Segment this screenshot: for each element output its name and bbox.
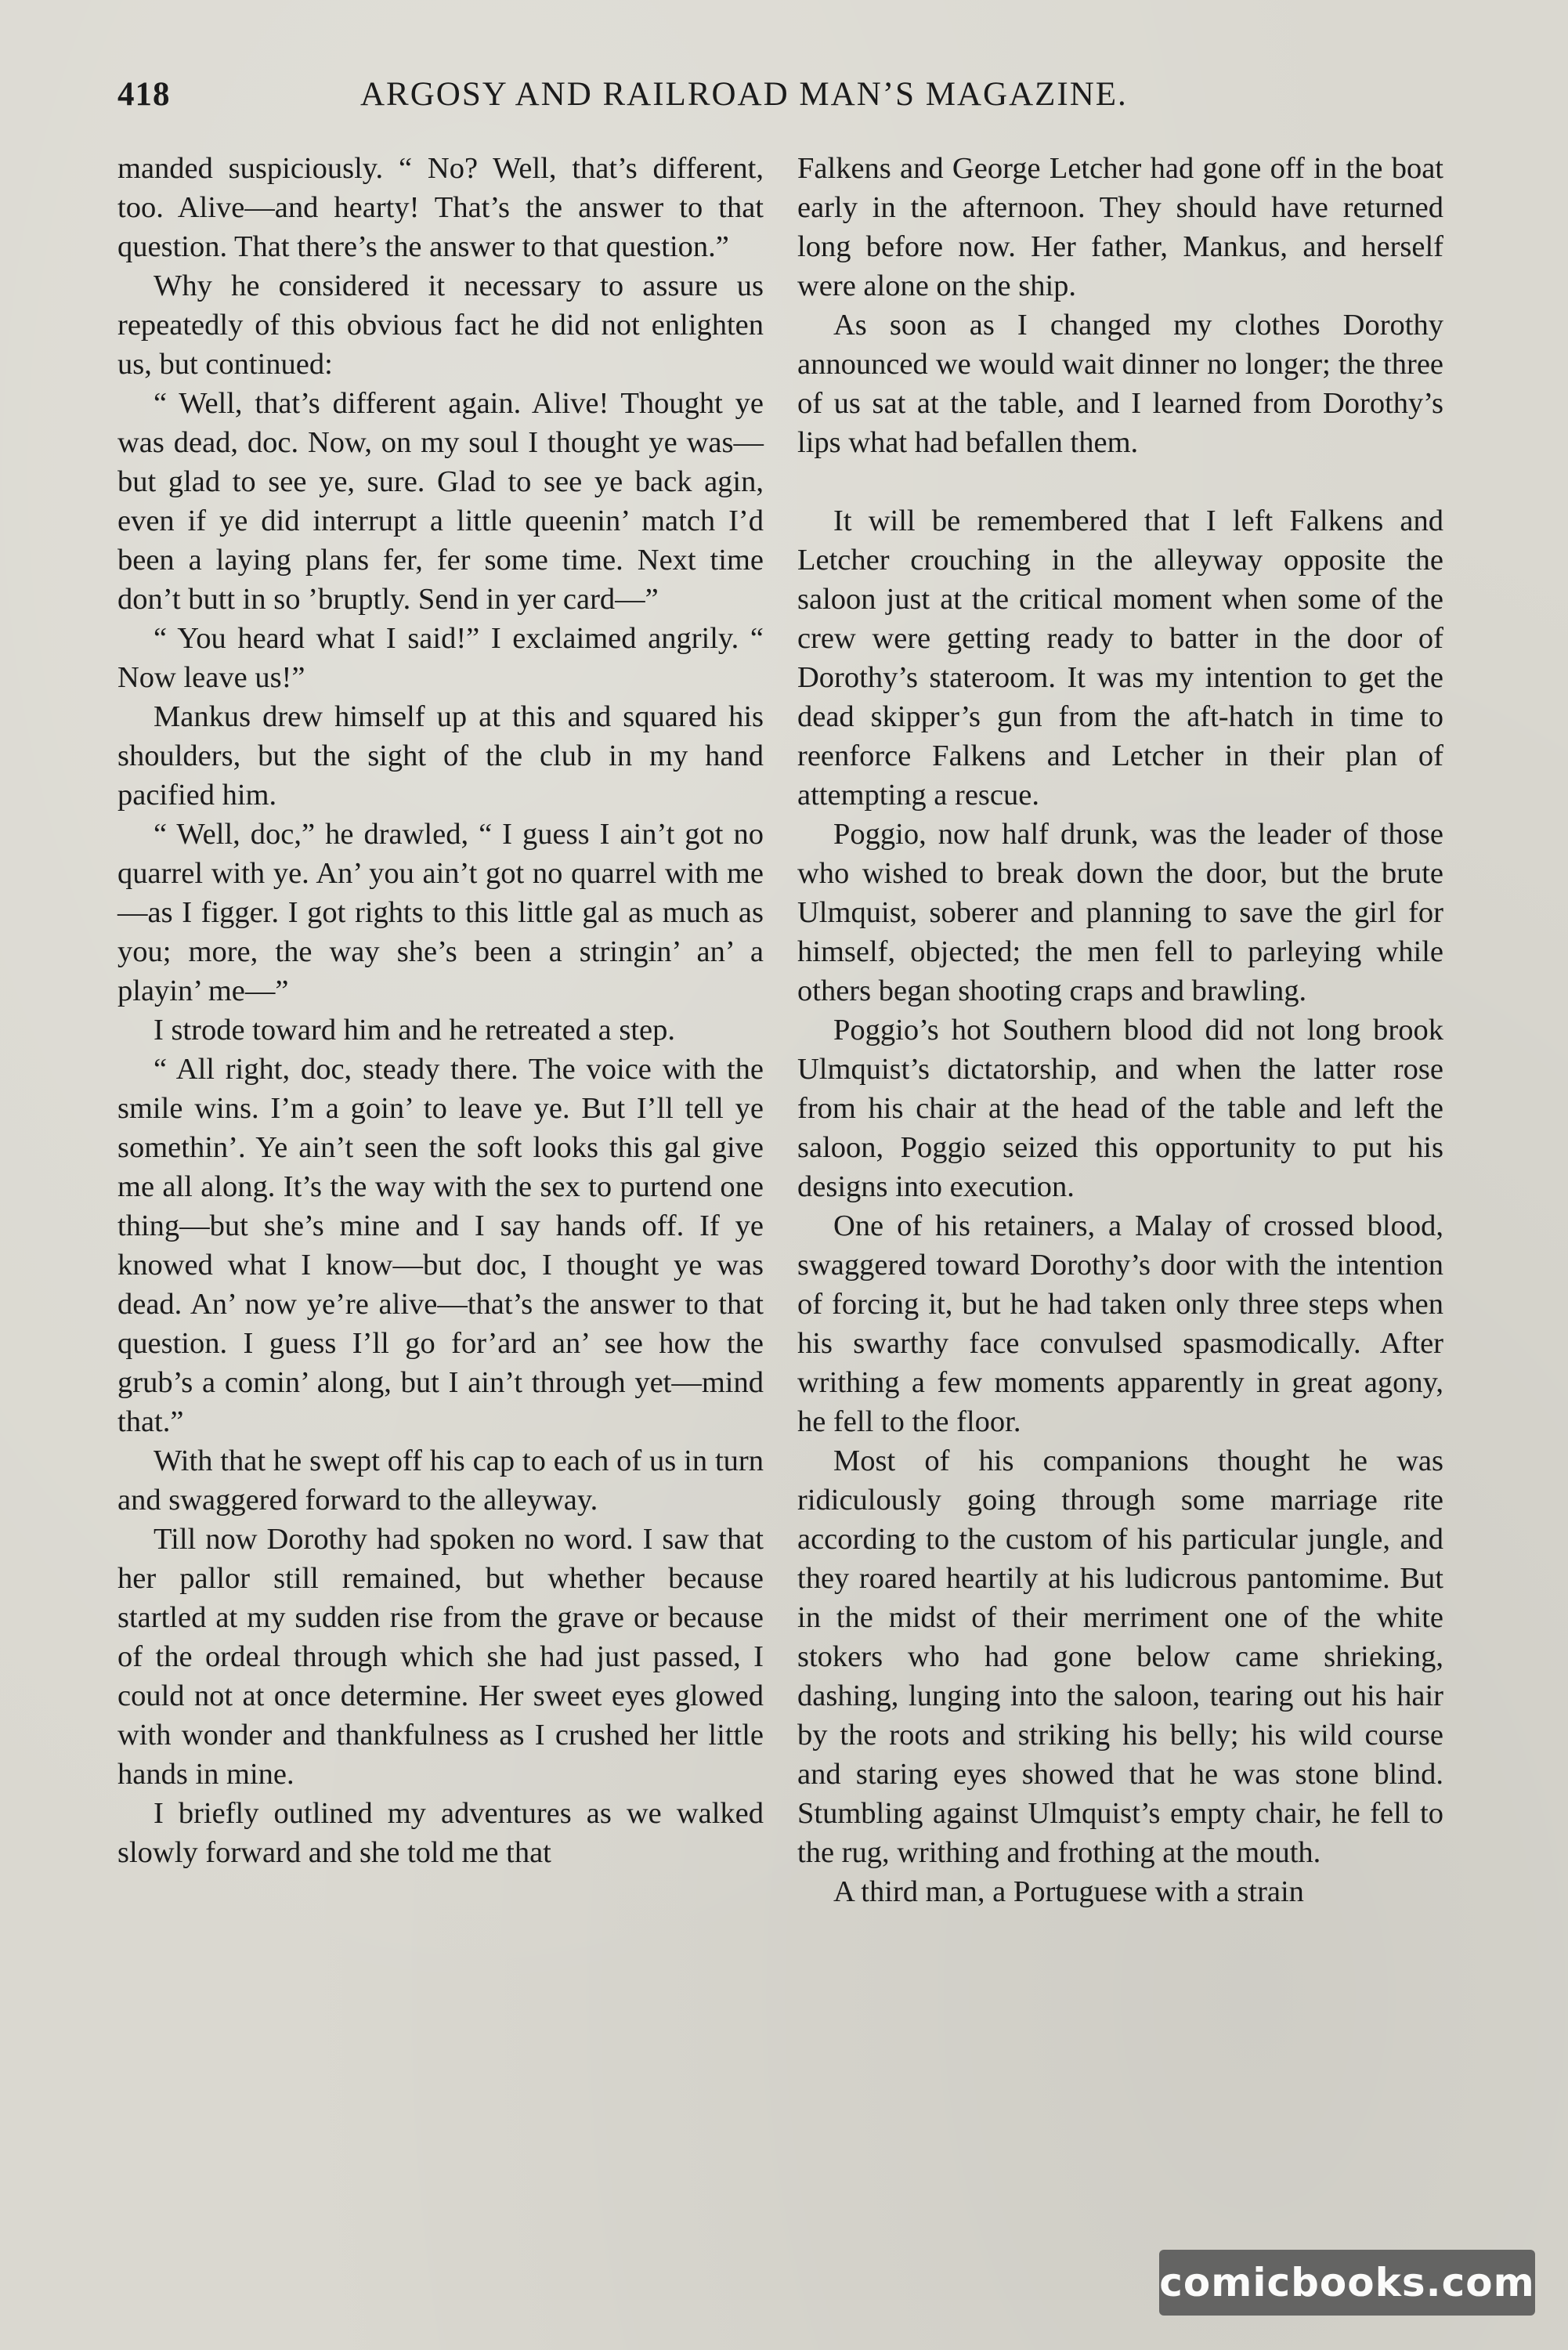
paragraph: Poggio’s hot Southern blood did not long brook Ulmquist’s dictatorship, and when the latter rose from his chair at the head of the table and left the saloon, Poggio seized this opportunity to put his designs into execution. [797,1014,1443,1203]
running-head: ARGOSY AND RAILROAD MAN’S MAGAZINE. [360,76,1128,113]
paragraph: I strode toward him and he retreated a step. [154,1014,676,1047]
paragraph: It will be remembered that I left Falkens and Letcher crouching in the alleyway opposite the saloon just at the critical moment when some of the crew were getting ready to batter in the door of Dorothy’s stateroom. It was my intention to get the dead skipper’s gun from the aft-hatch in time to reenforce Falkens and Letcher in their plan of attempting a rescue. [797,504,1443,812]
paragraph: I briefly outlined my adventures as we walked slowly forward and she told me that [117,1797,764,1869]
paragraph: “ Well, that’s different again. Alive! Thought ye was dead, doc. Now, on my soul I thought ye was—but glad to see ye, sure. Glad to see ye back agin, even if ye did interrupt a little queenin’ match I’d been a laying plans fer, fer some time. Next time don’t butt in so ’bruptly. Send in yer card—” [117,387,764,616]
paragraph: Why he considered it necessary to assure us repeatedly of this obvious fact he did not enlighten us, but continued: [117,269,764,381]
paragraph: As soon as I changed my clothes Dorothy announced we would wait dinner no longer; the three of us sat at the table, and I learned from Dorothy’s lips what had befallen them. [797,309,1443,459]
page-header [117,75,1449,122]
paragraph: With that he swept off his cap to each of us in turn and swaggered forward to the alleyway. [117,1444,764,1517]
left-column [117,149,764,1872]
watermark-logo: comicbooks.com [1159,2250,1535,2316]
paragraph: Falkens and George Letcher had gone off in the boat early in the afternoon. They should have returned long before now. Her father, Mankus, and herself were alone on the ship. [797,152,1443,302]
section-break [797,462,1443,501]
paragraph: Poggio, now half drunk, was the leader of those who wished to break down the door, but the brute Ulmquist, soberer and planning to save the girl for himself, objected; the men fell to parleying while others began shooting craps and brawling. [797,818,1443,1007]
paragraph: Till now Dorothy had spoken no word. I saw that her pallor still remained, but whether because startled at my sudden rise from the grave or because of the ordeal through which she had just passed, I could not at once determine. Her sweet eyes glowed with wonder and thankfulness as I crushed her little hands in mine. [117,1523,764,1791]
paragraph: Most of his companions thought he was ridiculously going through some marriage rite according to the custom of his particular jungle, and they roared heartily at his ludicrous pantomime. But in the midst of their merriment one of the white stokers who had gone below came shrieking, dashing, lunging into the saloon, tearing out his hair by the roots and striking his belly; his wild course and staring eyes showed that he was stone blind. Stumbling against Ulmquist’s empty chair, he fell to the rug, writhing and frothing at the mouth. [797,1444,1443,1869]
paragraph: One of his retainers, a Malay of crossed blood, swaggered toward Dorothy’s door with the intention of forcing it, but he had taken only three steps when his swarthy face convulsed spasmodically. After writhing a few moments apparently in great agony, he fell to the floor. [797,1209,1443,1438]
paragraph: Mankus drew himself up at this and squared his shoulders, but the sight of the club in my hand pacified him. [117,700,764,812]
paragraph: A third man, a Portuguese with a strain [833,1875,1304,1908]
paragraph: “ All right, doc, steady there. The voice with the smile wins. I’m a goin’ to leave ye. But I’ll tell ye somethin’. Ye ain’t seen the soft looks this gal give me all along. It’s the way with the sex to purtend one thing—but she’s mine and I say hands off. If ye knowed what I know—but doc, I thought ye was dead. An’ now ye’re alive—that’s the answer to that question. I guess I’ll go for’ard an’ see how the grub’s a comin’ along, but I ain’t through yet—mind that.” [117,1053,764,1438]
paragraph: “ You heard what I said!” I exclaimed angrily. “ Now leave us!” [117,622,764,694]
paragraph: “ Well, doc,” he drawled, “ I guess I ain’t got no quarrel with ye. An’ you ain’t got no quarrel with me—as I figger. I got rights to this little gal as much as you; more, the way she’s been a stringin’ an’ a playin’ me—” [117,818,764,1007]
page-number: 418 [117,76,171,113]
right-column [797,149,1443,1911]
paragraph: manded suspiciously. “ No? Well, that’s different, too. Alive—and hearty! That’s the answer to that question. That there’s the answer to that question.” [117,152,764,263]
